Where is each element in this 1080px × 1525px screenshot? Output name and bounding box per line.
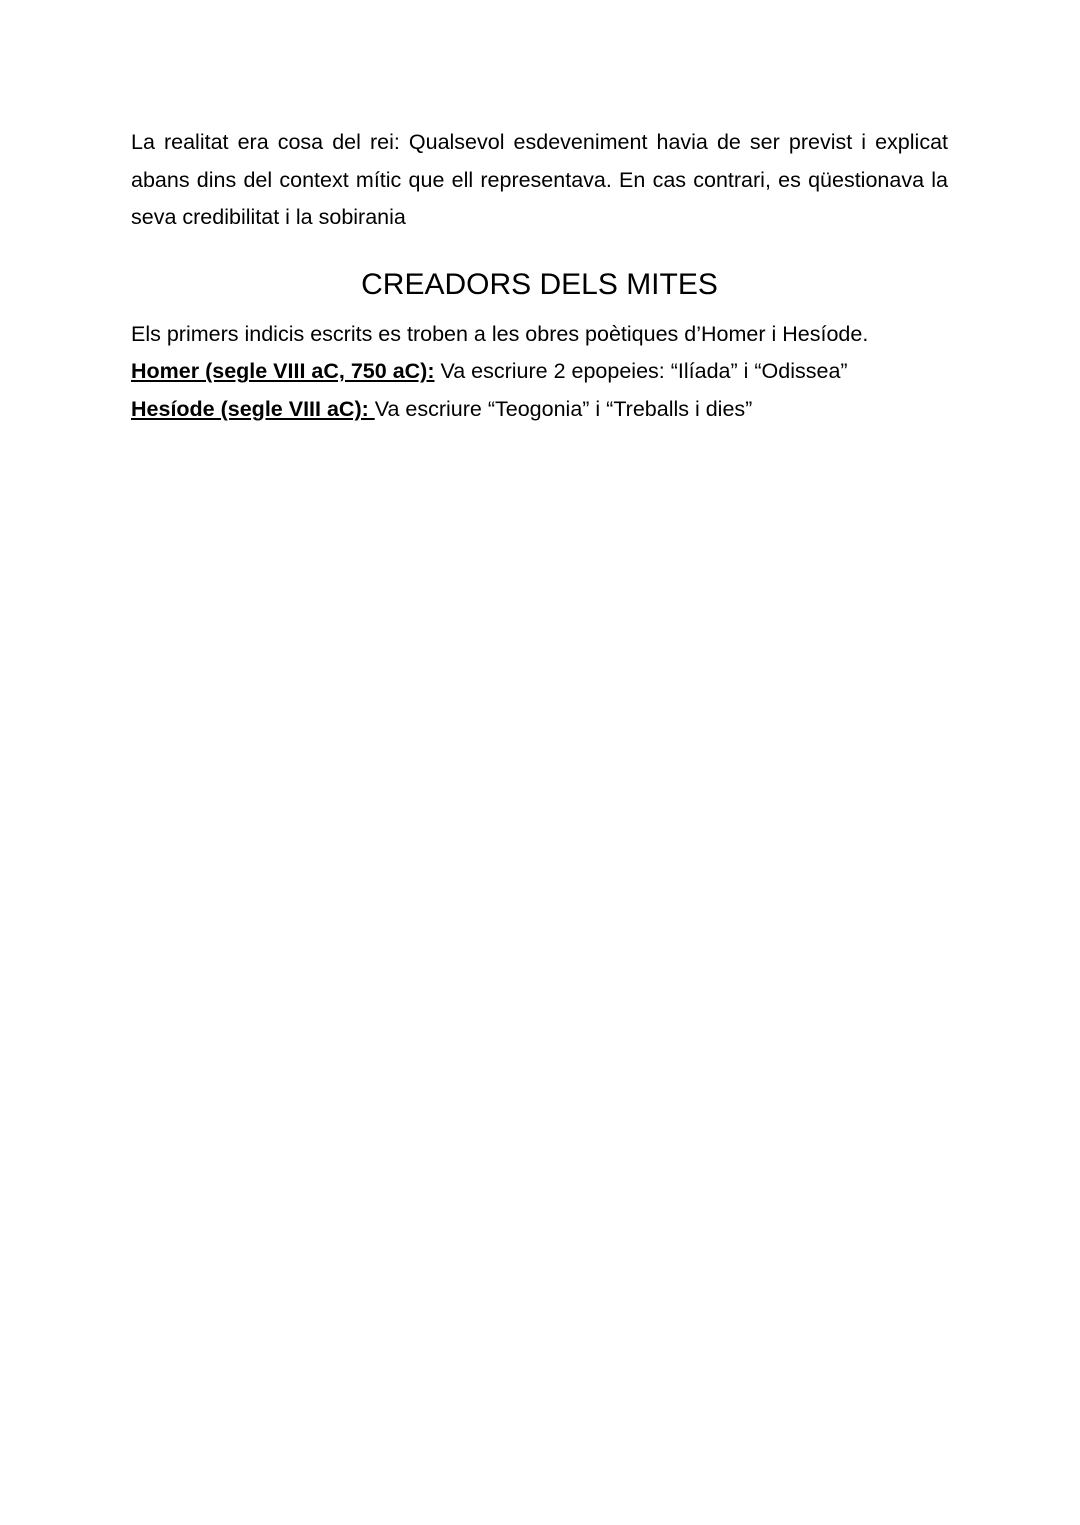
hesiode-text: Va escriure “Teogonia” i “Treballs i dies”: [374, 396, 753, 421]
homer-line: [131, 353, 948, 391]
hesiode-line: [131, 391, 948, 429]
page-content: [131, 124, 948, 428]
homer-label: Homer (segle VIII aC, 750 aC):: [131, 359, 435, 383]
hesiode-label: Hesíode (segle VIII aC):: [131, 396, 375, 421]
intro-paragraph: Els primers indicis escrits es troben a les obres poètiques d’Homer i Hesíode.: [131, 321, 869, 346]
homer-text: Va escriure 2 epopeies: “Ilíada” i “Odissea”: [434, 359, 848, 383]
section-heading: CREADORS DELS MITES: [361, 267, 718, 301]
paragraph-reality-king: La realitat era cosa del rei: Qualsevol esdeveniment havia de ser previst i explicat abans dins del context mític que ell representava. En cas contrari, es qüestionava la seva credibilitat i la sobirania: [131, 130, 948, 229]
